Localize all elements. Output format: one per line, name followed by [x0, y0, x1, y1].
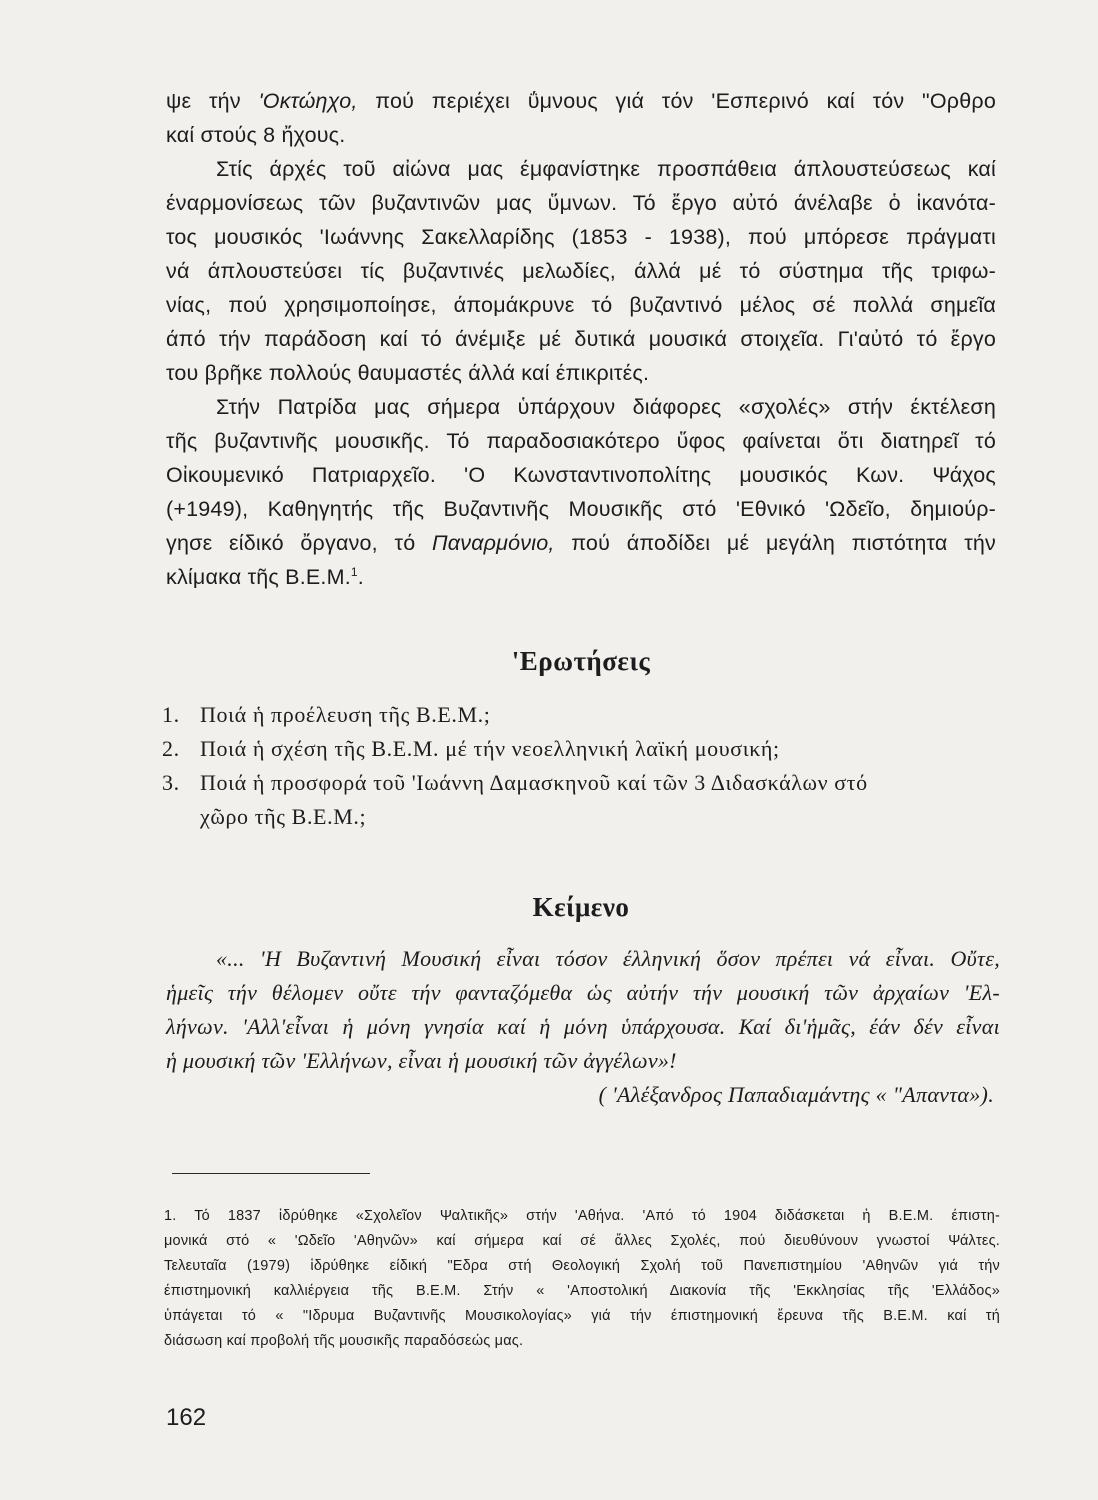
text-run: νά άπλουστεύσει τίς βυζαντινές μελωδίες, άλλά μέ τό σύστημα τῆς τριφω- [166, 259, 996, 283]
paragraph-3-line-2 [166, 424, 996, 458]
quote-block [166, 942, 1000, 1112]
text-run: του βρῆκε πολλούς θαυμαστές άλλά καί έπικριτές. [166, 361, 650, 385]
text-run: ψε τήν [166, 89, 259, 113]
quote-line [166, 976, 1000, 1010]
quote-text: λήνων. 'Αλλ'εἶναι ἡ μόνη γνησία καί ἡ μόνη ὑπάρχουσα. Καί δι'ἡμᾶς, έάν δέν εἶναι [166, 1014, 1000, 1039]
text-heading [166, 892, 996, 923]
questions-list [162, 698, 1002, 834]
footnote-text: μονικά στό « 'Ωδεῖο 'Αθηνῶν» καί σήμερα καί σέ ἄλλες Σχολές, πού διευθύνουν γνωστοί Ψάλτες. [164, 1233, 1000, 1249]
footnote-reference: 1 [350, 564, 358, 579]
question-text-line: χῶρο τῆς Β.Ε.Μ.; [200, 804, 367, 829]
paragraph-2-line-5 [166, 288, 996, 322]
footnote-line [164, 1304, 1000, 1329]
paragraph-2-line-6 [166, 322, 996, 356]
question-text: Ποιά ἡ προέλευση τῆς Β.Ε.Μ.; [200, 702, 491, 727]
paragraph-3-line-1 [166, 390, 996, 424]
text-run: Στίς άρχές τοῦ αἰώνα μας έμφανίστηκε προσπάθεια άπλουστεύσεως καί [216, 157, 996, 181]
paragraph-3 [166, 390, 996, 594]
text-run: . [357, 565, 364, 589]
text-run: κλίμακα τῆς Β.Ε.Μ. [166, 565, 351, 589]
text-run-italic: Παναρμόνιο, [432, 531, 555, 555]
footnote-line [164, 1229, 1000, 1254]
quote-text: ἡ μουσική τῶν 'Ελλήνων, εἶναι ἡ μουσική τῶν ἀγγέλων»! [166, 1048, 677, 1073]
attribution-text: ( 'Αλέξανδρος Παπαδιαμάντης « "Απαντα»). [598, 1082, 994, 1107]
questions-heading [166, 646, 996, 677]
paragraph-3-line-6 [166, 560, 996, 594]
quote-line [166, 1044, 1000, 1078]
text-run: (+1949), Καθηγητής τῆς Βυζαντινῆς Μουσικῆς στό 'Εθνικό 'Ωδεῖο, δημιούρ- [166, 497, 996, 521]
question-item [162, 732, 1002, 766]
footnote-line [164, 1254, 1000, 1279]
footnote-text: ὑπάγεται τό « "Ιδρυμα Βυζαντινῆς Μουσικολογίας» γιά τήν έπιστημονική ἔρευνα τῆς Β.Ε.Μ. καί τή [164, 1308, 1000, 1324]
quote-line [166, 1010, 1000, 1044]
page-number: 162 [166, 1404, 207, 1431]
quote-text: ἡμεῖς τήν θέλομεν οὔτε τήν φανταζόμεθα ὡς αὐτήν τήν μουσική τῶν ἀρχαίων 'Ελ- [166, 980, 1000, 1005]
footnote-line [164, 1279, 1000, 1304]
paragraph-3-line-3 [166, 458, 996, 492]
paragraph-2-line-7 [166, 356, 996, 390]
footnote-text: διάσωση καί προβολή τῆς μουσικῆς παραδόσεώς μας. [164, 1333, 524, 1349]
paragraph-2 [166, 152, 996, 390]
question-number: 2. [162, 736, 180, 761]
footnote-text: 1. Τό 1837 ἱδρύθηκε «Σχολεῖον Ψαλτικῆς» στήν 'Αθήνα. 'Από τό 1904 διδάσκεται ἡ Β.Ε.Μ. έπιστη- [164, 1208, 1000, 1224]
paragraph-3-line-5 [166, 526, 996, 560]
question-item [162, 698, 1002, 732]
text-run: τῆς βυζαντινῆς μουσικῆς. Τό παραδοσιακότερο ὕφος φαίνεται ὅτι διατηρεῖ τό [166, 429, 996, 453]
paragraph-2-line-4 [166, 254, 996, 288]
text-run: άπό τήν παράδοση καί τό άνέμιξε μέ δυτικά μουσικά στοιχεῖα. Γι'αὐτό τό ἔργο [166, 327, 996, 351]
paragraph-1-line-2 [166, 118, 996, 152]
text-run: νίας, πού χρησιμοποίησε, άπομάκρυνε τό βυζαντινό μέλος σέ πολλά σημεῖα [166, 293, 996, 317]
paragraph-1-line-1 [166, 84, 996, 118]
text-run: Οἰκουμενικό Πατριαρχεῖο. 'Ο Κωνσταντινοπολίτης μουσικός Κων. Ψάχος [166, 463, 996, 487]
text-run: πού περιέχει ΰμνους γιά τόν 'Εσπερινό καί τόν "Ορθρο [357, 89, 996, 113]
question-item [162, 766, 1002, 834]
text-run: γησε είδικό ὄργανο, τό [166, 531, 432, 555]
text-run-italic: 'Οκτώηχο, [258, 89, 358, 113]
footnote-divider [172, 1173, 370, 1174]
footnote-text: έπιστημονική καλλιέργεια τῆς Β.Ε.Μ. Στήν « 'Αποστολική Διακονία τῆς 'Εκκλησίας τῆς 'Ελλάδος» [164, 1283, 1000, 1299]
text-run: τος μουσικός 'Ιωάννης Σακελλαρίδης (1853 - 1938), πού μπόρεσε πράγματι [166, 225, 996, 249]
paragraph-2-line-1 [166, 152, 996, 186]
footnote-line [164, 1204, 1000, 1229]
footnote-text: Τελευταῖα (1979) ἱδρύθηκε είδική "Εδρα στή Θεολογική Σχολή τοῦ Πανεπιστημίου 'Αθηνῶν γιά τήν [164, 1258, 1000, 1274]
question-text-line: Ποιά ἡ προσφορά τοῦ 'Ιωάννη Δαμασκηνοῦ καί τῶν 3 Διδασκάλων στό [200, 770, 868, 795]
text-run: καί στούς 8 ἤχους. [166, 123, 346, 147]
text-run: Στήν Πατρίδα μας σήμερα ὑπάρχουν διάφορες «σχολές» στήν έκτέλεση [216, 395, 996, 419]
paragraph-3-line-4 [166, 492, 996, 526]
question-text: Ποιά ἡ σχέση τῆς Β.Ε.Μ. μέ τήν νεοελληνική λαϊκή μουσική; [200, 736, 780, 761]
text-run: έναρμονίσεως τῶν βυζαντινῶν μας ὕμνων. Τό ἔργο αὐτό άνέλαβε ὁ ἱκανότα- [166, 191, 996, 215]
question-number: 3. [162, 770, 180, 795]
quote-attribution [166, 1078, 1000, 1112]
paragraph-1 [166, 84, 996, 152]
footnote [164, 1204, 1000, 1354]
question-text [200, 766, 1002, 834]
question-number: 1. [162, 702, 180, 727]
paragraph-2-line-2 [166, 186, 996, 220]
quote-line [166, 942, 1000, 976]
paragraph-2-line-3 [166, 220, 996, 254]
text-heading-text: Κείμενο [532, 892, 630, 922]
questions-heading-text: 'Ερωτήσεις [511, 646, 651, 676]
text-run: πού άποδίδει μέ μεγάλη πιστότητα τήν [554, 531, 996, 555]
quote-text: «... 'Η Βυζαντινή Μουσική εἶναι τόσον έλληνική ὅσον πρέπει νά εἶναι. Οὔτε, [216, 946, 1000, 971]
footnote-line [164, 1329, 1000, 1354]
